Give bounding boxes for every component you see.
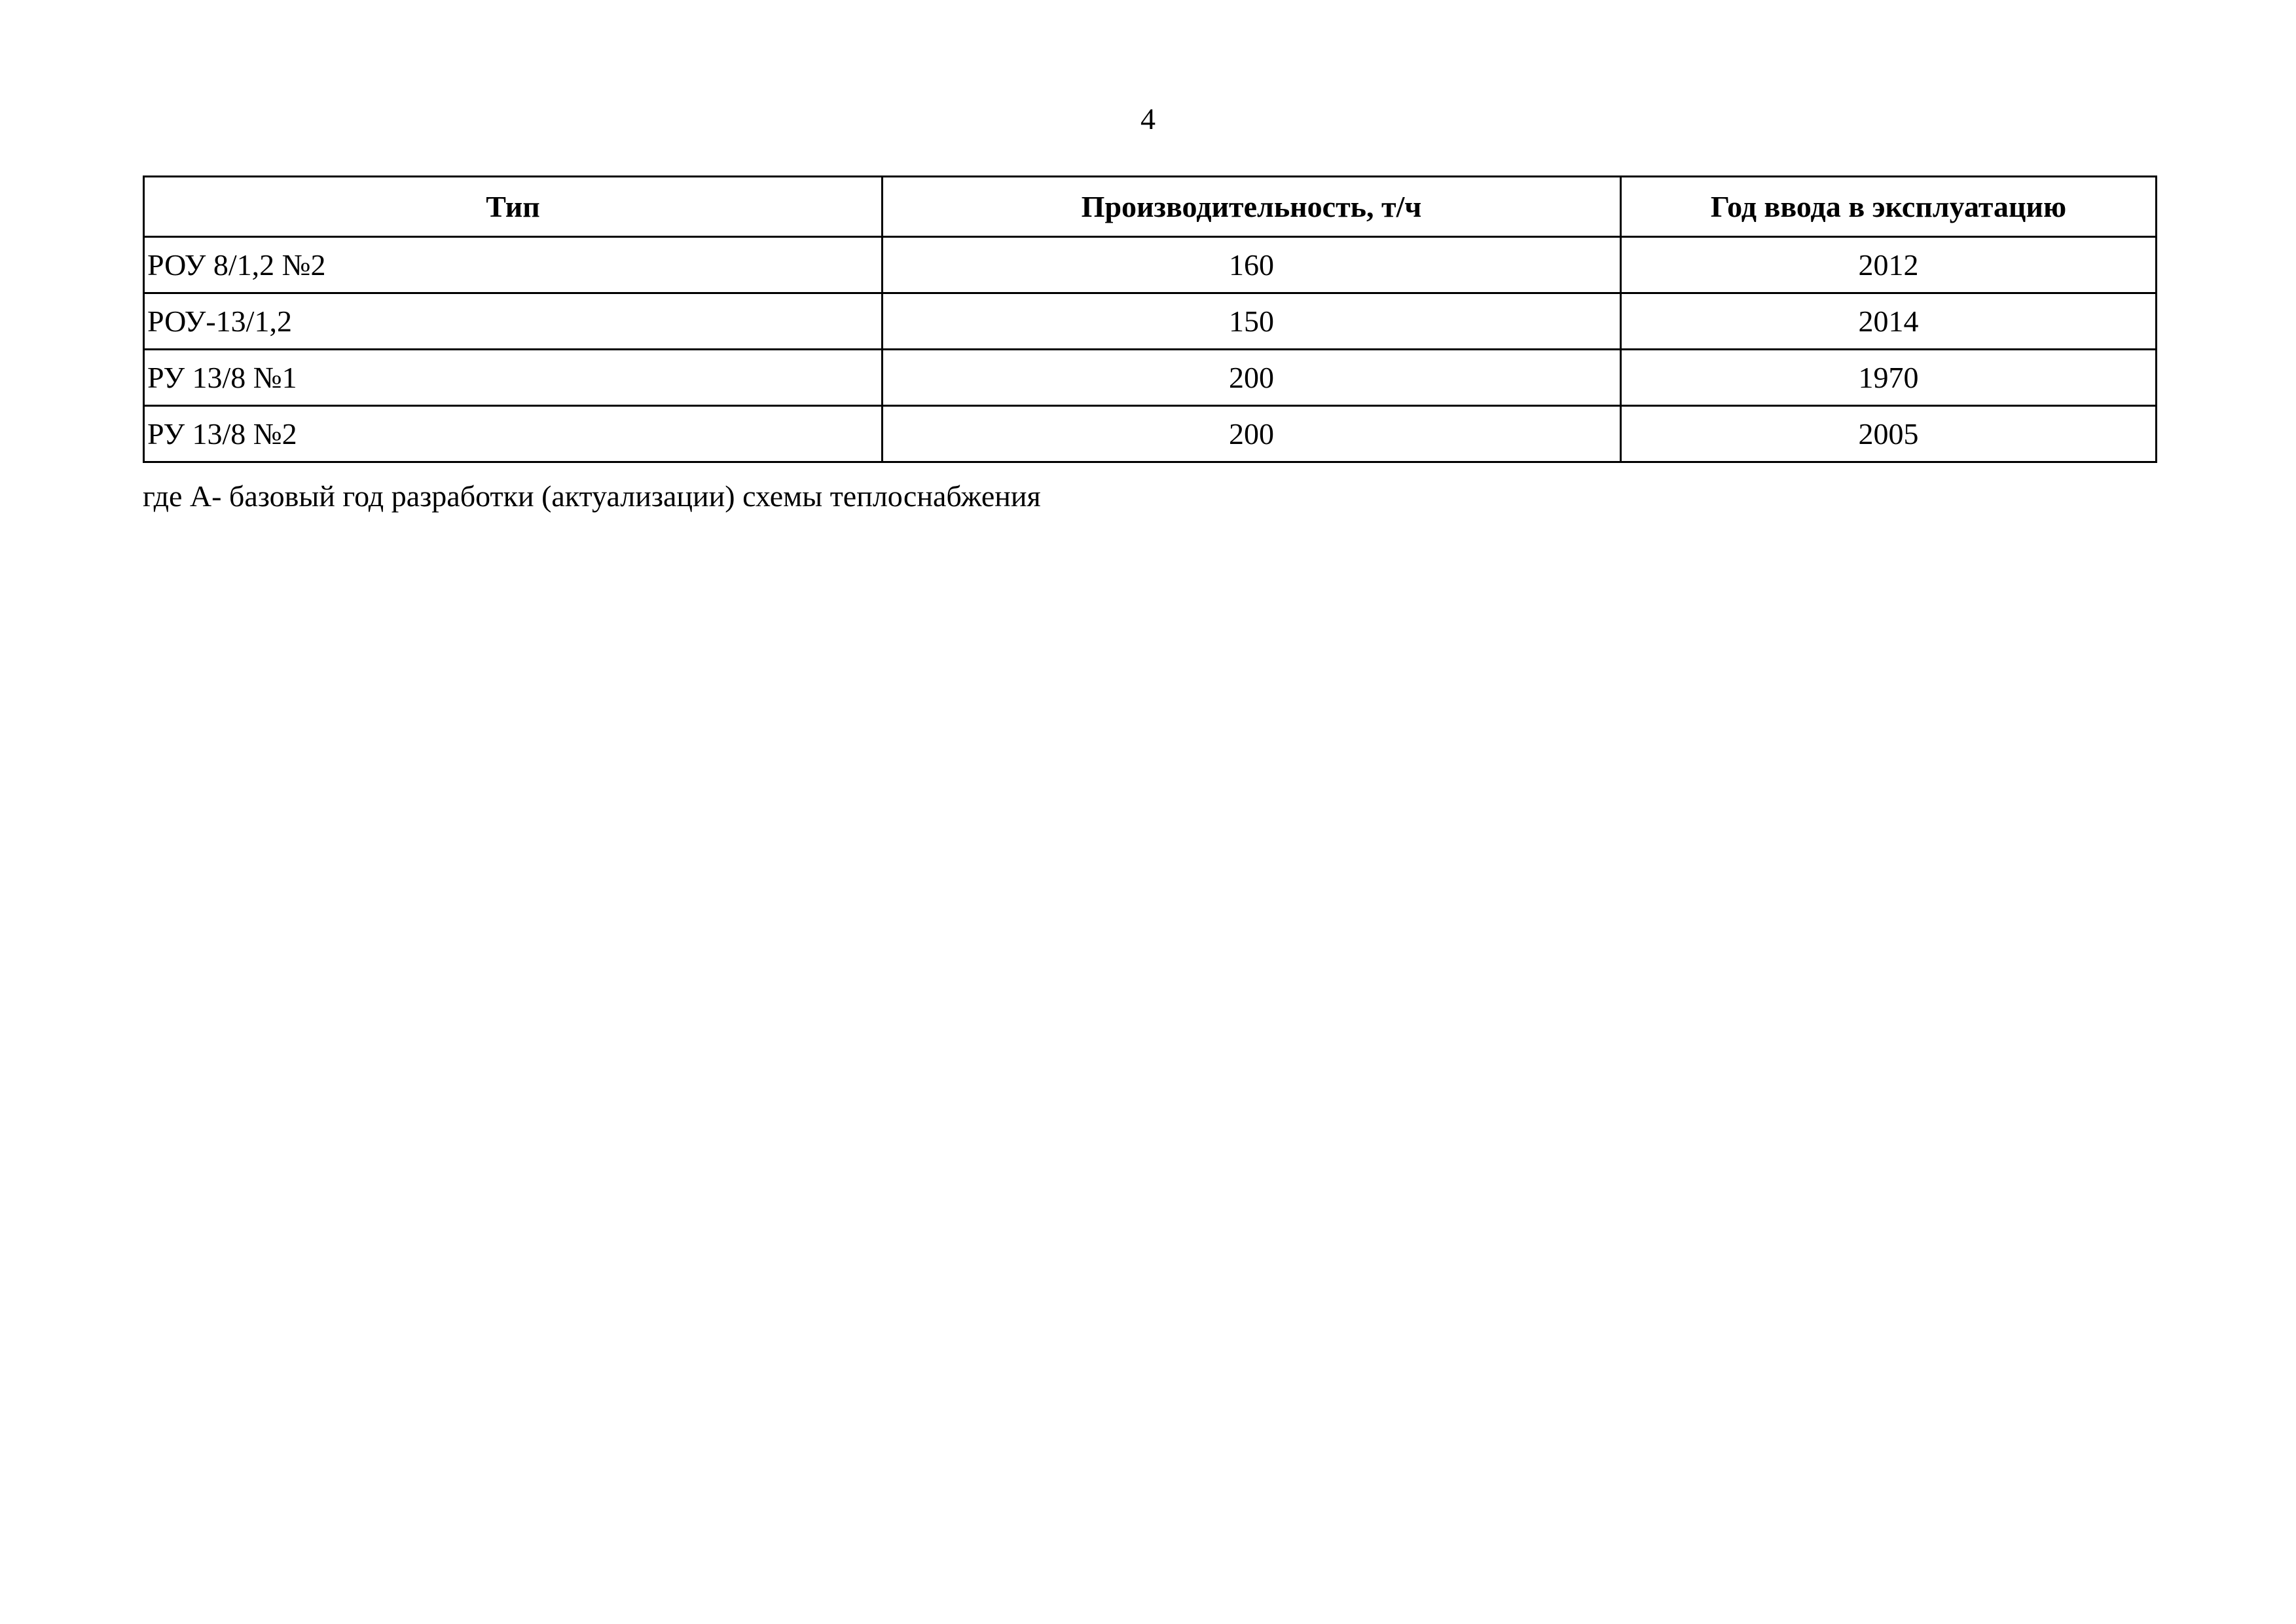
header-type: Тип — [144, 177, 883, 237]
table-row — [144, 293, 2157, 350]
table-row — [144, 406, 2157, 462]
cell-type: РОУ-13/1,2 — [144, 293, 883, 350]
equipment-table — [143, 175, 2157, 463]
cell-type: РУ 13/8 №1 — [144, 350, 883, 406]
cell-commission-year: 1970 — [1621, 350, 2157, 406]
header-capacity: Производительность, т/ч — [883, 177, 1621, 237]
footnote: где А- базовый год разработки (актуализации) схемы теплоснабжения — [143, 479, 1041, 513]
header-commission-year: Год ввода в эксплуатацию — [1621, 177, 2157, 237]
cell-commission-year: 2014 — [1621, 293, 2157, 350]
page-number: 4 — [1140, 102, 1156, 136]
cell-capacity: 150 — [883, 293, 1621, 350]
cell-type: РУ 13/8 №2 — [144, 406, 883, 462]
cell-capacity: 160 — [883, 237, 1621, 293]
cell-capacity: 200 — [883, 350, 1621, 406]
cell-commission-year: 2005 — [1621, 406, 2157, 462]
cell-commission-year: 2012 — [1621, 237, 2157, 293]
cell-capacity: 200 — [883, 406, 1621, 462]
table-row — [144, 350, 2157, 406]
table-header-row — [144, 177, 2157, 237]
table-row — [144, 237, 2157, 293]
cell-type: РОУ 8/1,2 №2 — [144, 237, 883, 293]
